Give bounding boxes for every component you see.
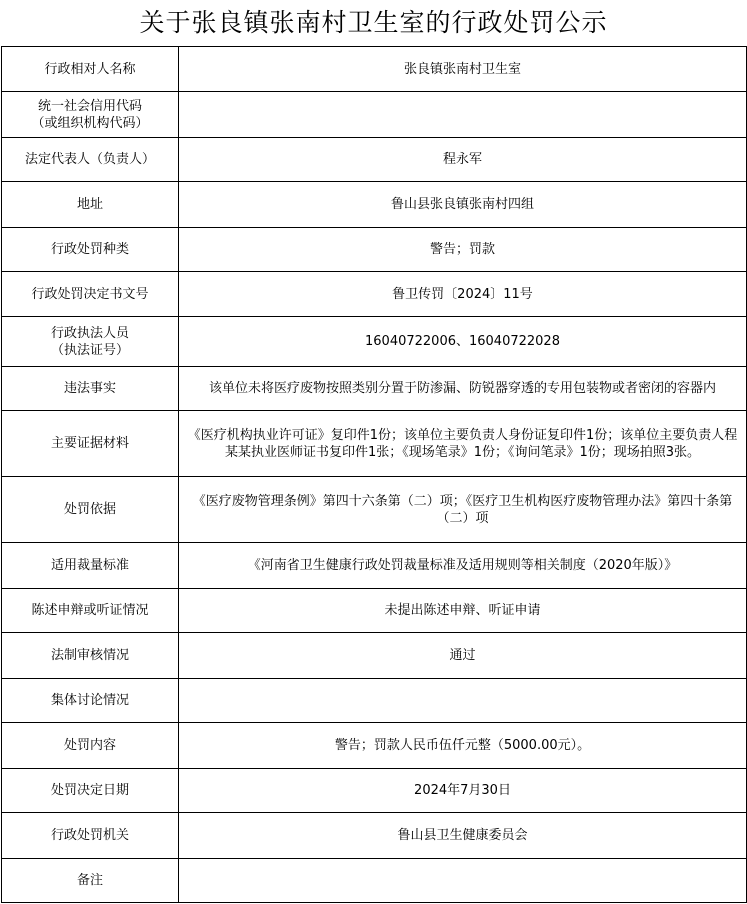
table-row [2, 859, 747, 903]
table-row [2, 317, 747, 367]
row-label: 备注 [2, 859, 179, 903]
row-value: 通过 [179, 633, 747, 679]
table-row [2, 679, 747, 723]
row-label: 行政处罚决定书文号 [2, 272, 179, 317]
penalty-table-body [2, 47, 747, 903]
row-label: 地址 [2, 182, 179, 228]
table-row [2, 589, 747, 633]
row-label: 处罚决定日期 [2, 769, 179, 813]
row-label: 集体讨论情况 [2, 679, 179, 723]
page-title: 关于张良镇张南村卫生室的行政处罚公示 [139, 8, 608, 37]
row-value: 警告；罚款 [179, 228, 747, 272]
row-value: 2024年7月30日 [179, 769, 747, 813]
row-value: 该单位未将医疗废物按照类别分置于防渗漏、防锐器穿透的专用包装物或者密闭的容器内 [179, 367, 747, 411]
table-row [2, 633, 747, 679]
row-value: 鲁山县卫生健康委员会 [179, 813, 747, 859]
penalty-table [1, 46, 747, 903]
table-row [2, 182, 747, 228]
table-row [2, 92, 747, 138]
table-row [2, 723, 747, 769]
row-label: 行政执法人员 （执法证号） [2, 317, 179, 367]
table-row [2, 367, 747, 411]
row-label: 行政处罚种类 [2, 228, 179, 272]
row-label: 处罚内容 [2, 723, 179, 769]
row-value: 未提出陈述申辩、听证申请 [179, 589, 747, 633]
row-value: 鲁山县张良镇张南村四组 [179, 182, 747, 228]
row-value [179, 679, 747, 723]
row-value: 《医疗机构执业许可证》复印件1份；该单位主要负责人身份证复印件1份；该单位主要负责人程某某执业医师证书复印件1张；《现场笔录》1份；《询问笔录》1份；现场拍照3张。 [179, 411, 747, 477]
table-row [2, 272, 747, 317]
row-value: 程永军 [179, 138, 747, 182]
row-value [179, 859, 747, 903]
table-row [2, 411, 747, 477]
row-value: 警告；罚款人民币伍仟元整（5000.00元）。 [179, 723, 747, 769]
table-row [2, 543, 747, 589]
table-row [2, 138, 747, 182]
table-row [2, 813, 747, 859]
row-label: 法制审核情况 [2, 633, 179, 679]
row-label: 处罚依据 [2, 477, 179, 543]
row-label: 行政处罚机关 [2, 813, 179, 859]
row-value [179, 92, 747, 138]
row-label: 主要证据材料 [2, 411, 179, 477]
row-value: 《河南省卫生健康行政处罚裁量标准及适用规则等相关制度（2020年版）》 [179, 543, 747, 589]
row-label: 陈述申辩或听证情况 [2, 589, 179, 633]
row-label: 法定代表人（负责人） [2, 138, 179, 182]
table-row [2, 228, 747, 272]
row-label: 适用裁量标准 [2, 543, 179, 589]
row-value: 鲁卫传罚〔2024〕11号 [179, 272, 747, 317]
row-value: 16040722006、16040722028 [179, 317, 747, 367]
row-value: 张良镇张南村卫生室 [179, 47, 747, 92]
row-label: 行政相对人名称 [2, 47, 179, 92]
row-label: 统一社会信用代码 （或组织机构代码） [2, 92, 179, 138]
table-row [2, 477, 747, 543]
table-row [2, 769, 747, 813]
table-row [2, 47, 747, 92]
row-value: 《医疗废物管理条例》第四十六条第（二）项；《医疗卫生机构医疗废物管理办法》第四十条第（二）项 [179, 477, 747, 543]
row-label: 违法事实 [2, 367, 179, 411]
